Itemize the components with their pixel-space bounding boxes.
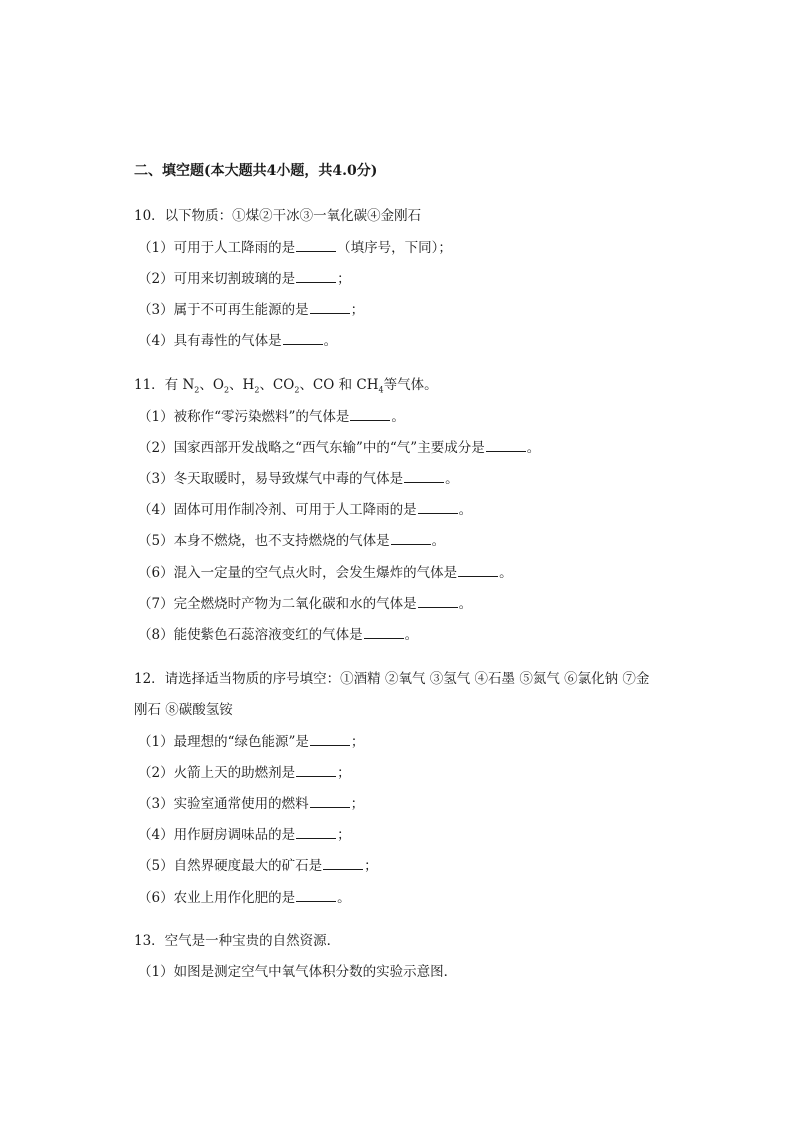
item-suffix: 。	[445, 471, 459, 487]
item-text: （4）具有毒性的气体是	[138, 333, 282, 349]
q11-item-4	[138, 500, 472, 519]
item-suffix: 。	[323, 333, 338, 349]
question-11-stem	[134, 376, 438, 400]
stem-text: 、CO 和 CH	[299, 377, 379, 393]
q10-item-2	[138, 269, 351, 288]
stem-text: 等气体。	[383, 377, 438, 393]
question-10-stem: 10．以下物质：①煤②干冰③一氧化碳④金刚石	[134, 208, 422, 224]
item-text: （6）农业上用作化肥的是	[138, 890, 296, 906]
item-text: （4）固体可用作制冷剂、可用于人工降雨的是	[138, 502, 417, 518]
q11-item-8	[138, 625, 418, 644]
item-suffix: （填序号，下同）；	[337, 240, 452, 256]
item-text: （6）混入一定量的空气点火时，会发生爆炸的气体是	[138, 565, 458, 581]
q12-item-3	[138, 794, 364, 813]
item-text: （3）属于不可再生能源的是	[138, 302, 309, 318]
q10-item-1	[138, 238, 452, 257]
question-12-stem-line1: 12．请选择适当物质的序号填空：①酒精 ②氧气 ③氢气 ④石墨 ⑤氮气 ⑥氯化钠 ⑦金	[134, 671, 650, 687]
answer-blank[interactable]	[323, 856, 363, 870]
answer-blank[interactable]	[296, 825, 336, 839]
answer-blank[interactable]	[350, 407, 390, 421]
stem-text: 、O	[199, 377, 224, 393]
q11-item-1	[138, 407, 405, 426]
q11-item-7	[138, 594, 472, 613]
q12-item-5	[138, 856, 378, 875]
item-suffix: 。	[431, 533, 446, 549]
answer-blank[interactable]	[310, 732, 350, 746]
answer-blank[interactable]	[364, 625, 404, 639]
q11-item-3	[138, 469, 459, 488]
item-suffix: 。	[458, 502, 473, 518]
stem-text: 、H	[229, 377, 255, 393]
item-suffix: 。	[526, 440, 541, 456]
question-12-stem-line2: 刚石 ⑧碳酸氢铵	[134, 702, 233, 718]
subscript: 2	[194, 385, 200, 395]
item-suffix: ；	[350, 796, 365, 812]
item-suffix: ；	[350, 734, 365, 750]
q12-item-6	[138, 888, 351, 907]
item-suffix: ；	[337, 271, 351, 287]
item-suffix: ；	[350, 302, 365, 318]
answer-blank[interactable]	[310, 300, 350, 314]
answer-blank[interactable]	[404, 469, 444, 483]
section-title: 二、填空题(本大题共4小题，共4.0分)	[134, 163, 378, 179]
q13-item-1: （1）如图是测定空气中氧气体积分数的实验示意图．	[138, 964, 458, 980]
item-text: （3）实验室通常使用的燃料	[138, 796, 309, 812]
answer-blank[interactable]	[418, 594, 458, 608]
answer-blank[interactable]	[391, 531, 431, 545]
item-suffix: 。	[499, 565, 513, 581]
item-text: （5）自然界硬度最大的矿石是	[138, 858, 323, 874]
item-suffix: ；	[337, 765, 351, 781]
subscript: 2	[254, 385, 260, 395]
subscript: 2	[294, 385, 300, 395]
question-13-stem: 13．空气是一种宝贵的自然资源．	[134, 933, 341, 949]
item-suffix: 。	[337, 890, 351, 906]
q12-item-1	[138, 732, 364, 751]
item-text: （2）火箭上天的助燃剂是	[138, 765, 296, 781]
q10-item-3	[138, 300, 364, 319]
item-text: （2）可用来切割玻璃的是	[138, 271, 296, 287]
item-suffix: 。	[391, 409, 405, 425]
subscript: 4	[378, 385, 384, 395]
answer-blank[interactable]	[283, 331, 323, 345]
answer-blank[interactable]	[296, 238, 336, 252]
item-text: （4）用作厨房调味品的是	[138, 827, 296, 843]
q12-item-4	[138, 825, 351, 844]
answer-blank[interactable]	[458, 563, 498, 577]
item-text: （2）国家西部开发战略之“西气东输”中的“气”主要成分是	[138, 440, 485, 456]
q11-item-6	[138, 563, 513, 582]
q11-item-5	[138, 531, 445, 550]
item-suffix: 。	[458, 596, 473, 612]
answer-blank[interactable]	[296, 763, 336, 777]
item-suffix: ；	[337, 827, 351, 843]
stem-text: 11．有 N	[134, 377, 195, 393]
item-text: （1）可用于人工降雨的是	[138, 240, 296, 256]
item-text: （7）完全燃烧时产物为二氧化碳和水的气体是	[138, 596, 417, 612]
q11-item-2	[138, 438, 540, 457]
q10-item-4	[138, 331, 337, 350]
answer-blank[interactable]	[296, 888, 336, 902]
answer-blank[interactable]	[486, 438, 526, 452]
stem-text: 、CO	[259, 377, 295, 393]
q12-item-2	[138, 763, 351, 782]
answer-blank[interactable]	[418, 500, 458, 514]
item-suffix: 。	[404, 627, 419, 643]
item-text: （8）能使紫色石蕊溶液变红的气体是	[138, 627, 363, 643]
item-text: （1）最理想的“绿色能源”是	[138, 734, 309, 750]
item-text: （3）冬天取暖时，易导致煤气中毒的气体是	[138, 471, 404, 487]
subscript: 2	[223, 385, 230, 395]
item-text: （1）被称作“零污染燃料”的气体是	[138, 409, 350, 425]
item-text: （5）本身不燃烧，也不支持燃烧的气体是	[138, 533, 390, 549]
answer-blank[interactable]	[296, 269, 336, 283]
answer-blank[interactable]	[310, 794, 350, 808]
item-suffix: ；	[364, 858, 378, 874]
